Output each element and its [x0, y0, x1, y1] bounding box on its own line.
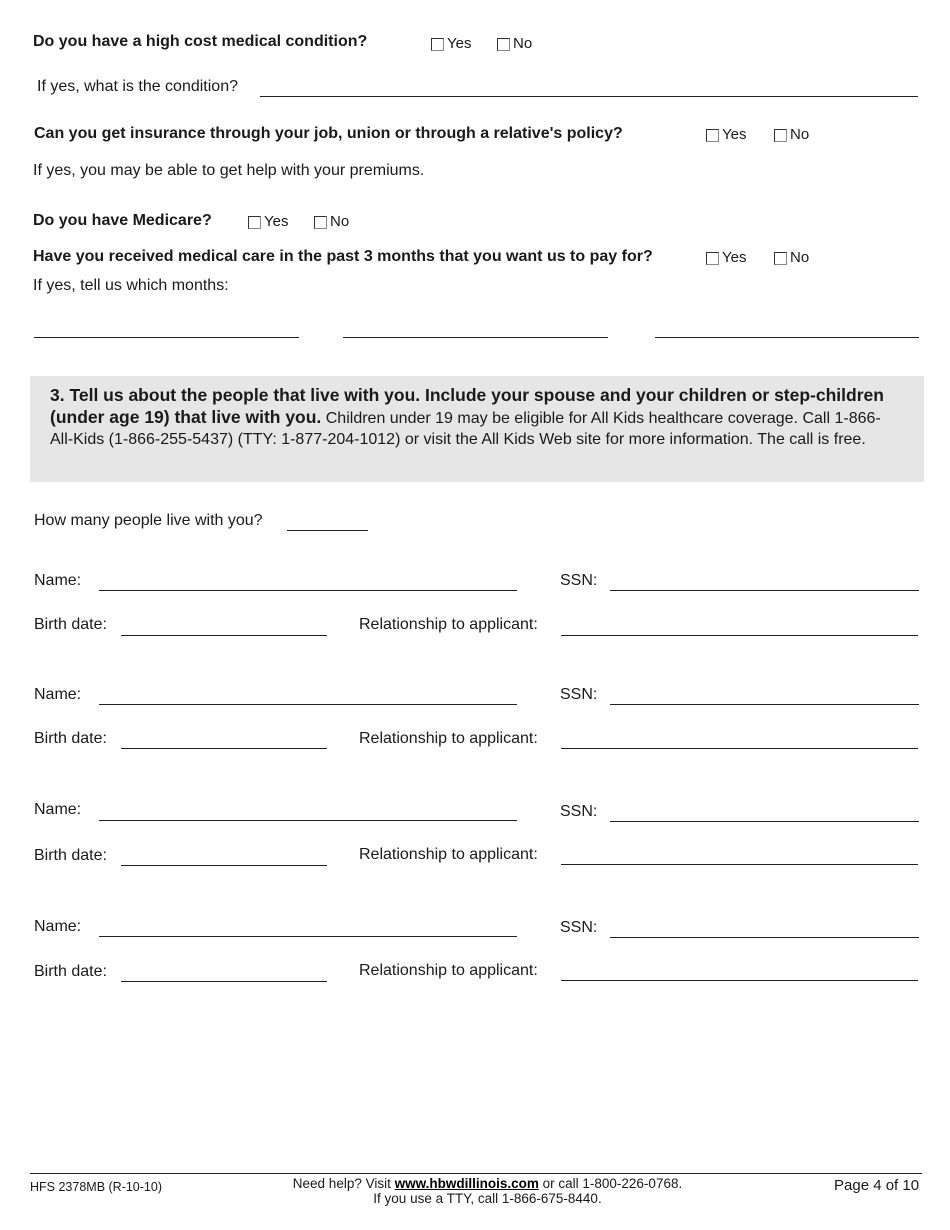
insurance-note: If yes, you may be able to get help with your premiums. [33, 162, 425, 179]
section-3-body: Children under 19 may be eligible for All Kids healthcare coverage. Call 1-866-All-Kids (1-866-255-5437) (TTY: 1-877-204-1012) or visit the All Kids Web site for more information. The call is free. [50, 410, 881, 448]
person-2-relationship-input[interactable] [561, 748, 918, 749]
person-4-birth-label: Birth date: [34, 963, 107, 980]
past-care-no-label: No [790, 249, 810, 266]
household-count-label: How many people live with you? [34, 512, 263, 529]
high-cost-yes-label: Yes [447, 35, 472, 52]
high-cost-no-checkbox[interactable] [497, 38, 510, 51]
person-1-name-input[interactable] [99, 590, 517, 591]
person-4-name-label: Name: [34, 918, 82, 935]
person-1-ssn-input[interactable] [610, 590, 919, 591]
person-3-relationship-input[interactable] [561, 864, 918, 865]
person-2-ssn-label: SSN: [560, 686, 598, 703]
footer-help [240, 1176, 735, 1206]
footer-tty-line: If you use a TTY, call 1-866-675-8440. [373, 1191, 602, 1206]
person-3-name-input[interactable] [99, 820, 517, 821]
footer-help-line [240, 1176, 735, 1191]
high-cost-question: Do you have a high cost medical condition? [33, 33, 368, 50]
person-4-birth-input[interactable] [121, 981, 327, 982]
person-1-name-label: Name: [34, 572, 82, 589]
person-4-relationship-label: Relationship to applicant: [359, 962, 538, 979]
person-2-name-label: Name: [34, 686, 82, 703]
person-4-ssn-input[interactable] [610, 937, 919, 938]
medicare-no-label: No [330, 213, 350, 230]
medicare-yes-label: Yes [264, 213, 289, 230]
insurance-yes-label: Yes [722, 126, 747, 143]
section-3-box [30, 376, 924, 482]
section-3-heading: 3. Tell us about the people that live with you. Include your spouse and your children or step-children (under age 19) that live with you. [50, 385, 884, 427]
help-website-link[interactable]: www.hbwdillinois.com [394, 1176, 539, 1191]
person-4-relationship-input[interactable] [561, 980, 918, 981]
person-3-ssn-label: SSN: [560, 803, 598, 820]
person-2-birth-label: Birth date: [34, 730, 107, 747]
medicare-no-checkbox[interactable] [314, 216, 327, 229]
form-id: HFS 2378MB (R-10-10) [30, 1180, 162, 1194]
section-3-text [50, 385, 900, 450]
past-care-question: Have you received medical care in the past 3 months that you want us to pay for? [33, 248, 653, 265]
person-3-birth-input[interactable] [121, 865, 327, 866]
condition-label: If yes, what is the condition? [37, 78, 238, 95]
person-2-relationship-label: Relationship to applicant: [359, 730, 538, 747]
month-input-3[interactable] [655, 337, 919, 338]
person-1-birth-label: Birth date: [34, 616, 107, 633]
months-label: If yes, tell us which months: [33, 277, 229, 294]
person-3-ssn-input[interactable] [610, 821, 919, 822]
medicare-yes-checkbox[interactable] [248, 216, 261, 229]
page-number: Page 4 of 10 [834, 1177, 920, 1194]
person-3-birth-label: Birth date: [34, 847, 107, 864]
help-suffix: or call 1-800-226-0768. [538, 1176, 683, 1191]
person-3-relationship-label: Relationship to applicant: [359, 846, 538, 863]
past-care-yes-checkbox[interactable] [706, 252, 719, 265]
month-input-1[interactable] [34, 337, 299, 338]
person-4-ssn-label: SSN: [560, 919, 598, 936]
person-4-name-input[interactable] [99, 936, 517, 937]
insurance-no-label: No [790, 126, 810, 143]
person-1-relationship-label: Relationship to applicant: [359, 616, 538, 633]
insurance-no-checkbox[interactable] [774, 129, 787, 142]
person-2-ssn-input[interactable] [610, 704, 919, 705]
household-count-input[interactable] [287, 530, 368, 531]
medicare-question: Do you have Medicare? [33, 212, 212, 229]
person-1-birth-input[interactable] [121, 635, 327, 636]
footer-divider [30, 1173, 922, 1174]
high-cost-no-label: No [513, 35, 533, 52]
person-3-name-label: Name: [34, 801, 82, 818]
help-prefix: Need help? Visit [292, 1176, 395, 1191]
person-2-name-input[interactable] [99, 704, 517, 705]
condition-input[interactable] [260, 96, 918, 97]
insurance-yes-checkbox[interactable] [706, 129, 719, 142]
insurance-question: Can you get insurance through your job, union or through a relative's policy? [34, 125, 623, 142]
past-care-no-checkbox[interactable] [774, 252, 787, 265]
person-1-relationship-input[interactable] [561, 635, 918, 636]
past-care-yes-label: Yes [722, 249, 747, 266]
high-cost-yes-checkbox[interactable] [431, 38, 444, 51]
person-2-birth-input[interactable] [121, 748, 327, 749]
person-1-ssn-label: SSN: [560, 572, 598, 589]
month-input-2[interactable] [343, 337, 608, 338]
